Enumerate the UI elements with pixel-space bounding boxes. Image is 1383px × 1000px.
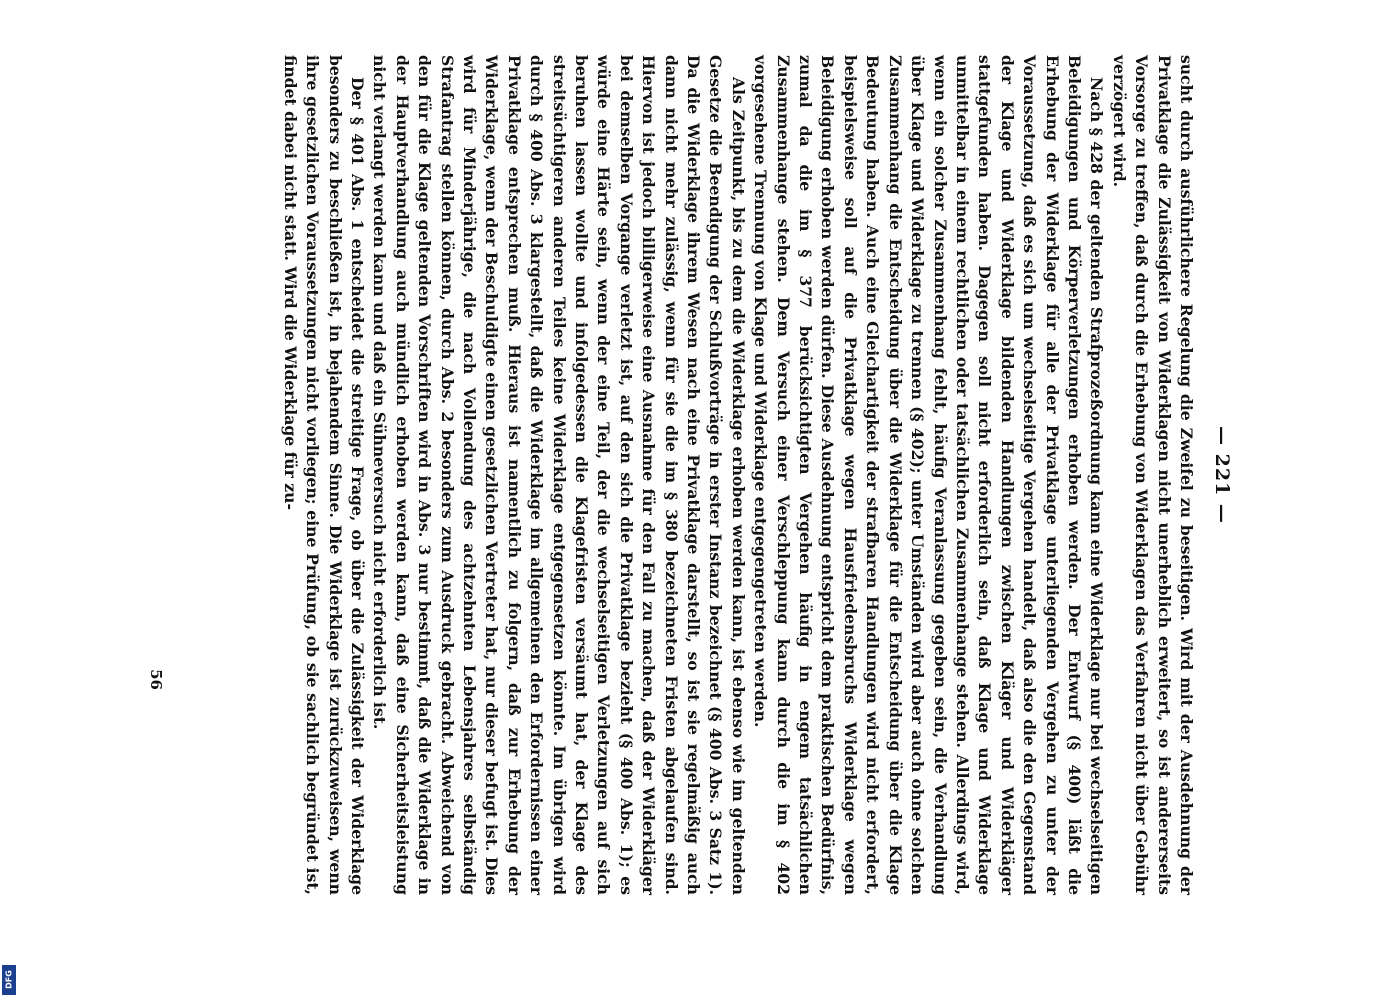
paragraph-2: Nach § 428 der geltenden Strafprozeßordnung kann eine Widerklage nur bei wechselseitigen Beleidigungen und Körperverletzungen erhoben werden. Der Entwurf (§ 400) läßt die Erhebung der Widerklage für alle der Privatklage unterliegenden Vergehen zu unter der Voraussetzung, daß es sich um wechselseitige Vergehen handelt, daß also die den Gegenstand der Klage und Widerklage bildenden Handlungen zwischen Kläger und Widerkläger stattgefunden haben. Dagegen soll nicht erforderlich sein, daß Klage und Widerklage unmittelbar in einem rechtlichen oder tatsächlichen Zusammenhange stehen. Allerdings wird, wenn ein solcher Zusammenhang fehlt, häufig Veranlassung gegeben sein, die Verhandlung über Klage und Widerklage zu trennen (§ 402); unter Umständen wird aber auch ohne solchen Zusammenhang die Entscheidung über die Widerklage für die Entscheidung über die Klage Bedeutung haben. Auch eine Gleichartigkeit der strafbaren Handlungen wird nicht erfordert, beispielsweise soll auf die Privatklage wegen Hausfriedensbruchs Widerklage wegen Beleidigung erhoben werden dürfen. Diese Ausdehnung entspricht dem praktischen Bedürfnis, zumal da die im § 377 berücksichtigten Vergehen häufig in engem tatsächlichen Zusammenhange stehen. Dem Versuch einer Verschleppung kann durch die im § 402 vorgesehene Trennung von Klage und Widerklage entgegengetreten werden. [751, 55, 1107, 895]
signature-mark: 56 [147, 669, 165, 690]
dfg-logo [2, 965, 16, 995]
page-content [145, 55, 1235, 895]
dfg-logo-text: DFG [4, 970, 14, 989]
paragraph-4: Der § 401 Abs. 1 entscheidet die streitige Frage, ob über die Zulässigkeit der Widerklage besonders zu beschließen ist, in bejahendem Sinne. Die Widerklage ist zurückzuweisen, wenn ihre gesetzlichen Voraussetzungen nicht vorliegen; eine Prüfung, ob sie sachlich begründet ist, findet dabei nicht statt. Wird die Widerklage für zu- [280, 55, 367, 895]
body-text [278, 55, 1197, 895]
page-number: — 221 — [1211, 426, 1233, 524]
paragraph-3: Als Zeitpunkt, bis zu dem die Widerklage erhoben werden kann, ist ebenso wie im geltenden Gesetze die Beendigung der Schlußvorträge in erster Instanz bezeichnet (§ 400 Abs. 3 Satz 1). Da die Widerklage ihrem Wesen nach eine Privatklage darstellt, so ist sie regelmäßig auch dann nicht mehr zulässig, wenn für sie die im § 380 bezeichneten Fristen abgelaufen sind. Hiervon ist jedoch billigerweise eine Ausnahme für den Fall zu machen, daß der Widerkläger bei demselben Vorgange verletzt ist, auf den sich die Privatklage bezieht (§ 400 Abs. 1); es würde eine Härte sein, wenn der eine Teil, der die wechselseitigen Verletzungen auf sich beruhen lassen wollte und infolgedessen die Klagefristen versäumt hat, der Klage des streitsüchtigeren anderen Teiles keine Widerklage entgegensetzen könnte. Im übrigen wird durch § 400 Abs. 3 klargestellt, daß die Widerklage im allgemeinen den Erfordernissen einer Privatklage entsprechen muß. Hieraus ist namentlich zu folgern, daß zur Erhebung der Widerklage, wenn der Beschuldigte einen gesetzlichen Vertreter hat, nur dieser befugt ist. Dies wird für Minderjährige, die nach Vollendung des achtzehnten Lebensjahres selbständig Strafantrag stellen können, durch Abs. 2 besonders zum Ausdruck gebracht. Abweichend von den für die Klage geltenden Vorschriften wird in Abs. 3 nur bestimmt, daß die Widerklage in der Hauptverhandlung auch mündlich erhoben werden kann, daß eine Sicherheitsleistung nicht verlangt werden kann und daß ein Sühneversuch nicht erforderlich ist. [370, 55, 748, 895]
credit-text [0, 598, 2, 996]
page-rotated-container [145, 55, 1235, 935]
digitization-credit [2, 598, 18, 996]
paragraph-1: sucht durch ausführlichere Regelung die Zweifel zu beseitigen. Wird mit der Ausdehnung der Privatklage die Zulässigkeit von Widerklagen nicht unerheblich erweitert, so ist andererseits Vorsorge zu treffen, daß durch die Erhebung von Widerklagen das Verfahren nicht über Gebühr verzögert wird. [1109, 55, 1196, 895]
